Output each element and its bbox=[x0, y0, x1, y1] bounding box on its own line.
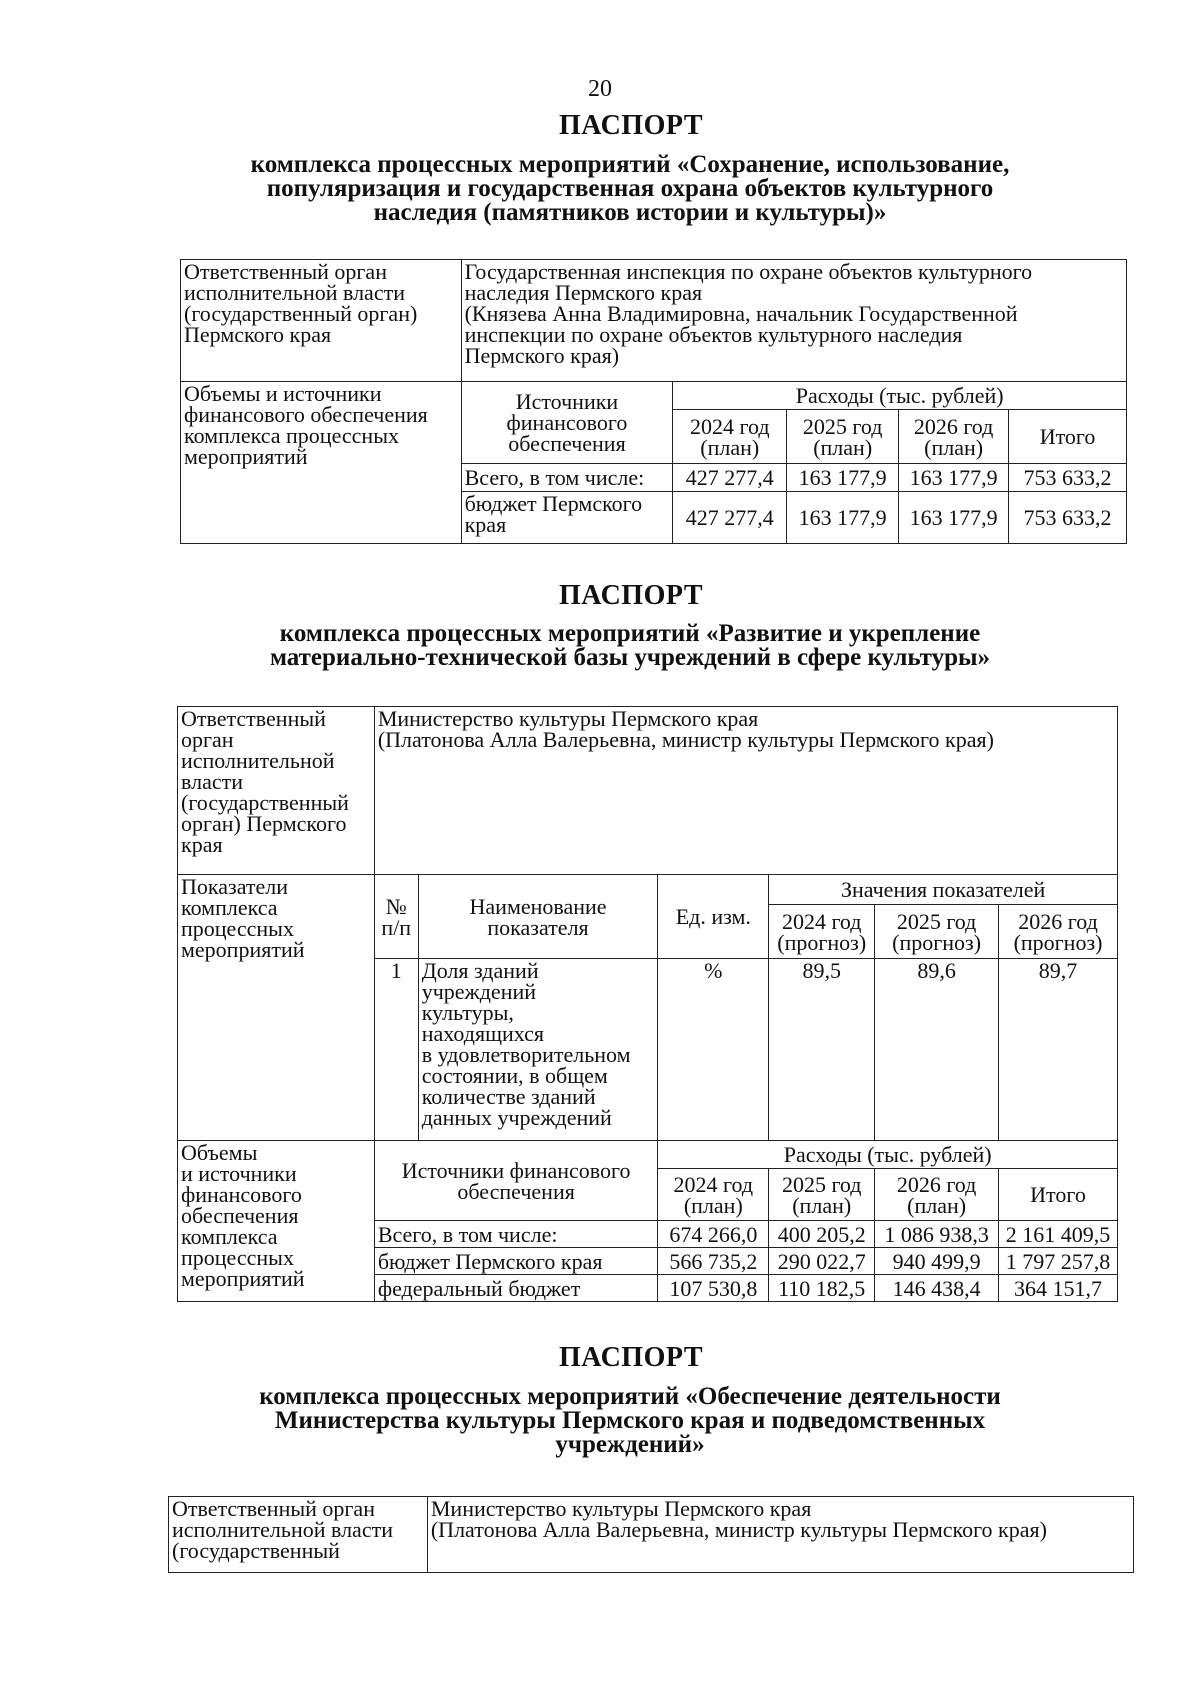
passport-1-table bbox=[180, 259, 1127, 544]
year-header: 2025 год (прогноз) bbox=[875, 905, 999, 959]
table-cell: 163 177,9 bbox=[899, 492, 1009, 544]
values-header: Значения показателей bbox=[769, 875, 1118, 905]
table-cell: 400 205,2 bbox=[769, 1221, 875, 1248]
table-cell: 1 086 938,3 bbox=[875, 1221, 999, 1248]
sources-header: Источники финансового обеспечения bbox=[461, 382, 673, 464]
year-header: 2024 год (план) bbox=[658, 1169, 769, 1221]
table-cell: 146 438,4 bbox=[875, 1275, 999, 1302]
table-cell: 163 177,9 bbox=[787, 492, 899, 544]
table-cell: 940 499,9 bbox=[875, 1248, 999, 1275]
passport-3-table bbox=[168, 1496, 1134, 1573]
year-header: 2024 год (прогноз) bbox=[769, 905, 875, 959]
responsible-value: Министерство культуры Пермского края (Платонова Алла Валерьевна, министр культуры Пермского края) bbox=[427, 1497, 1133, 1573]
page-number: 20 bbox=[588, 76, 612, 102]
row-label: Всего, в том числе: bbox=[461, 464, 673, 492]
sources-header: Источники финансового обеспечения bbox=[374, 1141, 658, 1221]
table-cell: 427 277,4 bbox=[673, 492, 787, 544]
row-label: бюджет Пермского края bbox=[374, 1248, 658, 1275]
total-header: Итого bbox=[999, 1169, 1118, 1221]
table-cell: 674 266,0 bbox=[658, 1221, 769, 1248]
finance-label: Объемы и источники финансового обеспечения комплекса процессных мероприятий bbox=[181, 382, 462, 544]
total-header: Итого bbox=[1009, 410, 1127, 464]
table-cell: 290 022,7 bbox=[769, 1248, 875, 1275]
table-cell: 566 735,2 bbox=[658, 1248, 769, 1275]
table-cell: 753 633,2 bbox=[1009, 492, 1127, 544]
table-cell: 163 177,9 bbox=[899, 464, 1009, 492]
indicators-label: Показатели комплекса процессных мероприятий bbox=[178, 875, 375, 1141]
row-label: федеральный бюджет bbox=[374, 1275, 658, 1302]
table-cell: 107 530,8 bbox=[658, 1275, 769, 1302]
year-header: 2026 год (прогноз) bbox=[999, 905, 1118, 959]
year-header: 2026 год (план) bbox=[899, 410, 1009, 464]
passport-1-subtitle: комплекса процессных мероприятий «Сохранение, использование, популяризация и государственная охрана объектов культурного наследия (памятников истории и культуры)» bbox=[250, 151, 1010, 226]
passport-2-subtitle: комплекса процессных мероприятий «Развитие и укрепление материально-технической базы учреждений в сфере культуры» bbox=[269, 620, 991, 671]
responsible-label: Ответственный орган исполнительной власти (государственный орган) Пермского края bbox=[181, 260, 462, 382]
table-cell: 364 151,7 bbox=[999, 1275, 1118, 1302]
year-header: 2026 год (план) bbox=[875, 1169, 999, 1221]
table-cell: 2 161 409,5 bbox=[999, 1221, 1118, 1248]
table-cell: 110 182,5 bbox=[769, 1275, 875, 1302]
table-cell: 753 633,2 bbox=[1009, 464, 1127, 492]
table-cell: 89,6 bbox=[875, 959, 999, 1141]
passport-3-title: ПАСПОРТ bbox=[558, 1342, 703, 1373]
passport-3-subtitle: комплекса процессных мероприятий «Обеспечение деятельности Министерства культуры Пермского края и подведомственных учреждений» bbox=[259, 1383, 1001, 1458]
year-header: 2025 год (план) bbox=[769, 1169, 875, 1221]
table-cell: 89,5 bbox=[769, 959, 875, 1141]
table-cell: 163 177,9 bbox=[787, 464, 899, 492]
passport-1-title: ПАСПОРТ bbox=[558, 110, 703, 141]
year-header: 2024 год (план) bbox=[673, 410, 787, 464]
num-header: № п/п bbox=[374, 875, 418, 959]
responsible-label: Ответственный орган исполнительной власти (государственный орган) Пермского края bbox=[178, 707, 375, 875]
row-label: Всего, в том числе: bbox=[374, 1221, 658, 1248]
table-cell: % bbox=[658, 959, 769, 1141]
year-header: 2025 год (план) bbox=[787, 410, 899, 464]
unit-header: Ед. изм. bbox=[658, 875, 769, 959]
finance-label: Объемы и источники финансового обеспечения комплекса процессных мероприятий bbox=[178, 1141, 375, 1302]
expenses-header: Расходы (тыс. рублей) bbox=[673, 382, 1127, 410]
table-cell: 1 bbox=[374, 959, 418, 1141]
indicator-name: Доля зданий учреждений культуры, находящихся в удовлетворительном состоянии, в общем количестве зданий данных учреждений bbox=[418, 959, 658, 1141]
table-cell: 427 277,4 bbox=[673, 464, 787, 492]
responsible-label: Ответственный орган исполнительной власти (государственный bbox=[169, 1497, 428, 1573]
responsible-value: Министерство культуры Пермского края (Платонова Алла Валерьевна, министр культуры Пермского края) bbox=[374, 707, 1117, 875]
row-label: бюджет Пермского края bbox=[461, 492, 673, 544]
responsible-value: Государственная инспекция по охране объектов культурного наследия Пермского края (Князева Анна Владимировна, начальник Государственной инспекции по охране объектов культурного наследия Пермского края) bbox=[461, 260, 1126, 382]
passport-2-title: ПАСПОРТ bbox=[558, 580, 703, 611]
indicator-name-header: Наименование показателя bbox=[418, 875, 658, 959]
table-cell: 89,7 bbox=[999, 959, 1118, 1141]
passport-2-table bbox=[177, 706, 1118, 1302]
expenses-header: Расходы (тыс. рублей) bbox=[658, 1141, 1118, 1169]
table-cell: 1 797 257,8 bbox=[999, 1248, 1118, 1275]
